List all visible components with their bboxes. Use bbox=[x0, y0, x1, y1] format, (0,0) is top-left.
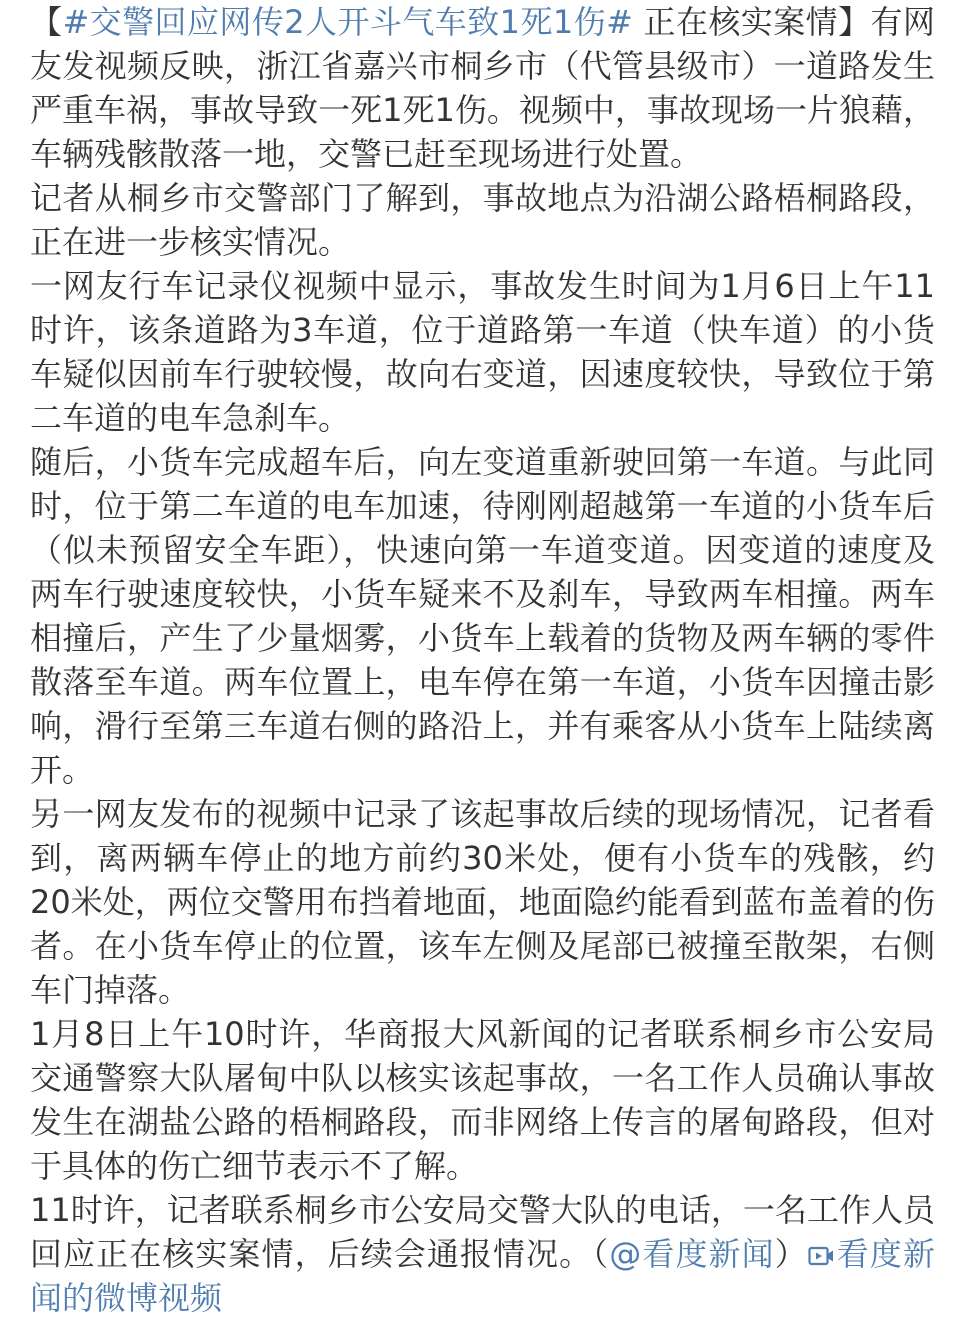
paragraph-1 bbox=[30, 0, 935, 176]
paragraph-3: 一网友行车记录仪视频中显示，事故发生时间为1月6日上午11时许，该条道路为3车道，位于道路第一车道（快车道）的小货车疑似因前车行驶较慢，故向右变道，因速度较快，导致位于第二车道的电车急刹车。 bbox=[30, 267, 935, 437]
headline-text: 正在核实案情】有网友发视频反映，浙江省嘉兴市桐乡市（代管县级市）一道路发生严重车祸，事故导致一死1死1伤。视频中，事故现场一片狼藉，车辆残骸散落一地，交警已赶至现场进行处置。 bbox=[30, 3, 935, 173]
paragraph-4: 随后，小货车完成超车后，向左变道重新驶回第一车道。与此同时，位于第二车道的电车加速，待刚刚超越第一车道的小货车后（似未预留安全车距），快速向第一车道变道。因变道的速度及两车行驶速度较快，小货车疑来不及刹车，导致两车相撞。两车相撞后，产生了少量烟雾，小货车上载着的货物及两车辆的零件散落至车道。两车位置上，电车停在第一车道，小货车因撞击影响，滑行至第三车道右侧的路沿上，并有乘客从小货车上陆续离开。 bbox=[30, 443, 935, 789]
video-link-label[interactable]: 看度新闻的微博视频 bbox=[30, 1235, 935, 1317]
paragraph-7-close: ） bbox=[774, 1235, 808, 1273]
paragraph-7-text: 11时许，记者联系桐乡市公安局交警大队的电话，一名工作人员回应正在核实案情，后续会通报情况。（ bbox=[30, 1191, 935, 1273]
paragraph-5: 另一网友发布的视频中记录了该起事故后续的现场情况，记者看到，离两辆车停止的地方前约30米处，便有小货车的残骸，约20米处，两位交警用布挡着地面，地面隐约能看到蓝布盖着的伤者。在小货车停止的位置，该车左侧及尾部已被撞至散架，右侧车门掉落。 bbox=[30, 795, 935, 1009]
weibo-post-body bbox=[30, 0, 935, 1320]
paragraph-6: 1月8日上午10时许，华商报大风新闻的记者联系桐乡市公安局交通警察大队屠甸中队以核实该起事故，一名工作人员确认事故发生在湖盐公路的梧桐路段，而非网络上传言的屠甸路段，但对于具体的伤亡细节表示不了解。 bbox=[30, 1015, 935, 1185]
hashtag-topic-link[interactable]: #交警回应网传2人开斗气车致1死1伤# bbox=[62, 3, 633, 41]
paragraph-7 bbox=[30, 1188, 935, 1320]
mention-link[interactable]: @看度新闻 bbox=[609, 1235, 775, 1273]
paragraph-2: 记者从桐乡市交警部门了解到，事故地点为沿湖公路梧桐路段，正在进一步核实情况。 bbox=[30, 179, 935, 261]
bracket-open: 【 bbox=[30, 3, 63, 41]
video-play-icon bbox=[808, 1245, 834, 1267]
